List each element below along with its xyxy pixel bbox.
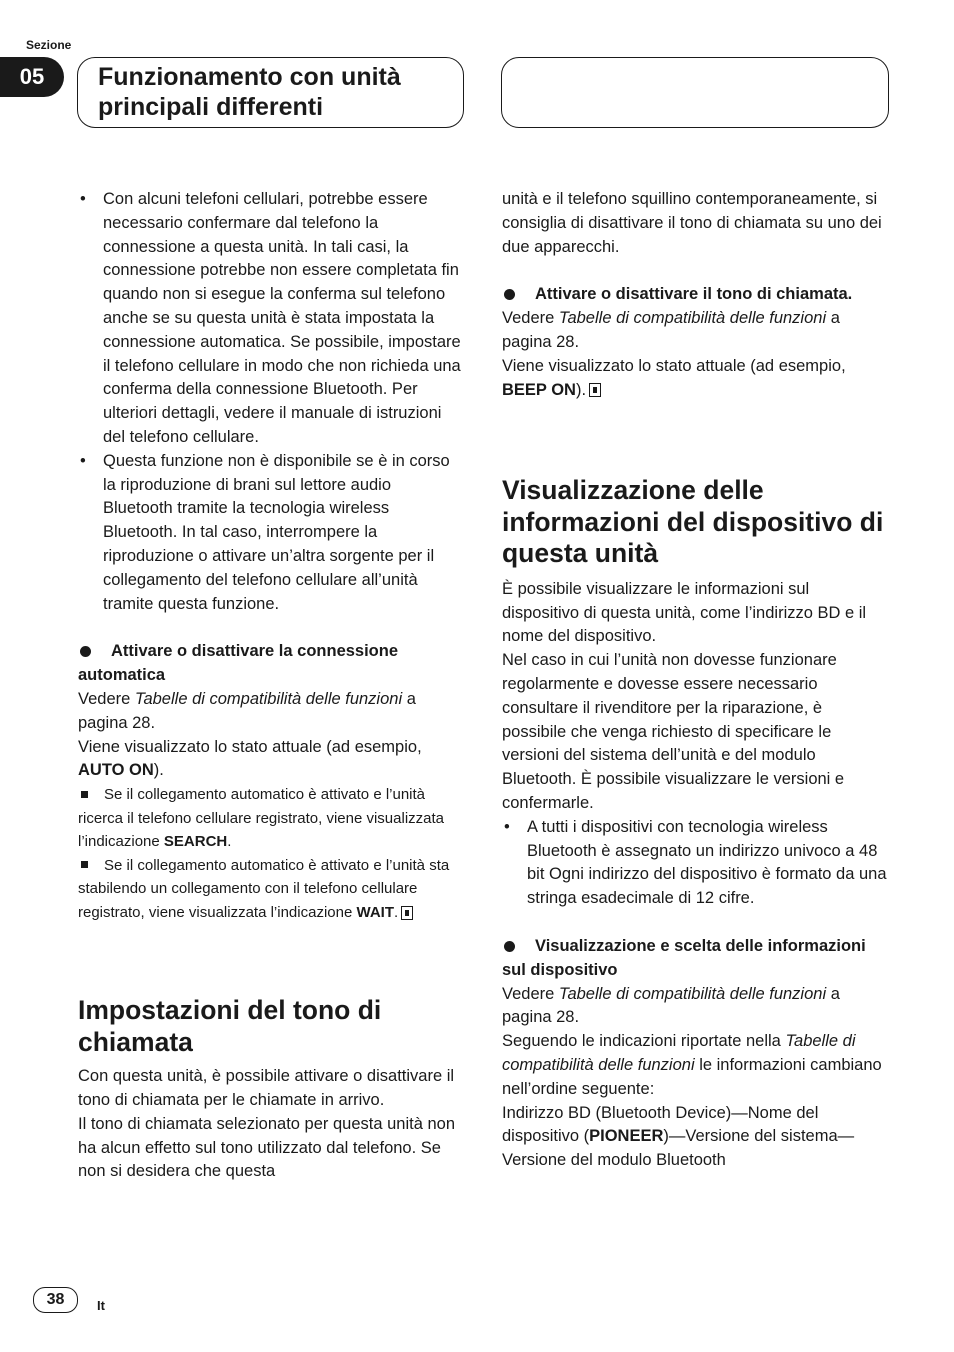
empty-header-box xyxy=(501,57,889,128)
section-label: Sezione xyxy=(26,38,72,52)
chapter-title-line1: Funzionamento con unità xyxy=(98,63,401,91)
chapter-title-line2: principali differenti xyxy=(98,93,324,121)
bullet-item: • A tutti i dispositivi con tecnologia wireless Bluetooth è assegnato un indirizzo univoco a 48 bit Ogni indirizzo del dispositivo è formato da una stringa esadecimale di 12 cifre. xyxy=(502,816,890,911)
status-text: Viene visualizzato lo stato attuale (ad esempio, AUTO ON). xyxy=(78,737,422,780)
note-square-icon xyxy=(81,861,88,868)
see-reference: Vedere Tabelle di compatibilità delle funzioni a pagina 28. xyxy=(502,984,840,1027)
paragraph: È possibile visualizzare le informazioni sul dispositivo di questa unità, come l’indirizzo BD e il nome del dispositivo. xyxy=(502,579,867,646)
left-column xyxy=(78,188,464,1184)
end-mark-icon xyxy=(401,906,413,920)
bullet-dot-icon xyxy=(504,941,515,952)
paragraph: Il tono di chiamata selezionato per questa unità non ha alcun effetto sul tono utilizzato dal telefono. Se non si desidera che questa xyxy=(78,1114,456,1181)
order-text: Indirizzo BD (Bluetooth Device)—Nome del dispositivo (PIONEER)—Versione del sistema—Versione del modulo Bluetooth xyxy=(502,1103,855,1170)
bullet-item: • Con alcuni telefoni cellulari, potrebbe essere necessario confermare dal telefono la connessione a questa unità. In tali casi, la connessione potrebbe non essere completata fin quando non si esegue la conferma sul telefono anche se su questa unità è stata impostata la connessione automatica. Se possibile, impostare il telefono cellulare in modo che non richieda una conferma della connessione Bluetooth. Per ulteriori dettagli, vedere il manuale di istruzioni del telefono cellulare. xyxy=(78,188,464,450)
subheading-ringtone: Attivare o disattivare il tono di chiamata. xyxy=(502,283,890,307)
right-column xyxy=(502,188,890,1173)
left-bullet-list xyxy=(78,188,464,616)
paragraph: Nel caso in cui l’unità non dovesse funzionare regolarmente e dovesse essere necessario consultare il rivenditore per la riparazione, è possibile che venga richiesto di specificare le versioni del sistema dell’unità e del modulo Bluetooth. È possibile visualizzare le versioni e confermarle. xyxy=(502,651,845,813)
note-search: Se il collegamento automatico è attivato e l’unità ricerca il telefono cellulare registrato, viene visualizzata l’indicazione SEARCH. xyxy=(78,786,445,851)
right-bullet-list xyxy=(502,816,890,911)
chapter-title-box xyxy=(77,57,464,128)
note-square-icon xyxy=(81,791,88,798)
page-number: 38 xyxy=(33,1287,78,1313)
subheading-device-info: Visualizzazione e scelta delle informazioni sul dispositivo xyxy=(502,937,866,979)
subheading-auto-connection: Attivare o disattivare la connessione automatica xyxy=(78,642,399,685)
bullet-dot-icon xyxy=(504,289,515,300)
follow-text: Seguendo le indicazioni riportate nella Tabelle di compatibilità delle funzioni le informazioni cambiano nell’ordine seguente: xyxy=(502,1032,882,1098)
see-reference: Vedere Tabelle di compatibilità delle funzioni a pagina 28. xyxy=(78,689,416,732)
section-heading-ringtone: Impostazioni del tono di chiamata xyxy=(78,995,382,1057)
section-heading-device-info: Visualizzazione delle informazioni del dispositivo di questa unità xyxy=(502,475,884,569)
bullet-item: • Questa funzione non è disponibile se è in corso la riproduzione di brani sul lettore audio Bluetooth tramite la tecnologia wireless Bluetooth. In tal caso, interrompere la riproduzione o attivare un’altra sorgente per il collegamento del telefono cellulare all’unità tramite questa funzione. xyxy=(78,450,464,617)
bullet-dot-icon xyxy=(80,646,91,657)
section-number: 05 xyxy=(0,57,64,97)
language-code: It xyxy=(97,1298,105,1313)
paragraph-continuation: unità e il telefono squillino contemporaneamente, si consiglia di disattivare il tono di chiamata su uno dei due apparecchi. xyxy=(502,190,882,256)
status-text: Viene visualizzato lo stato attuale (ad esempio, BEEP ON). xyxy=(502,356,846,399)
see-reference: Vedere Tabelle di compatibilità delle funzioni a pagina 28. xyxy=(502,309,840,351)
paragraph: Con questa unità, è possibile attivare o disattivare il tono di chiamata per le chiamate in arrivo. xyxy=(78,1067,455,1109)
note-wait: Se il collegamento automatico è attivato e l’unità sta stabilendo un collegamento con il telefono cellulare registrato, viene visualizzata l’indicazione WAIT. xyxy=(78,856,450,921)
end-mark-icon xyxy=(589,383,601,397)
